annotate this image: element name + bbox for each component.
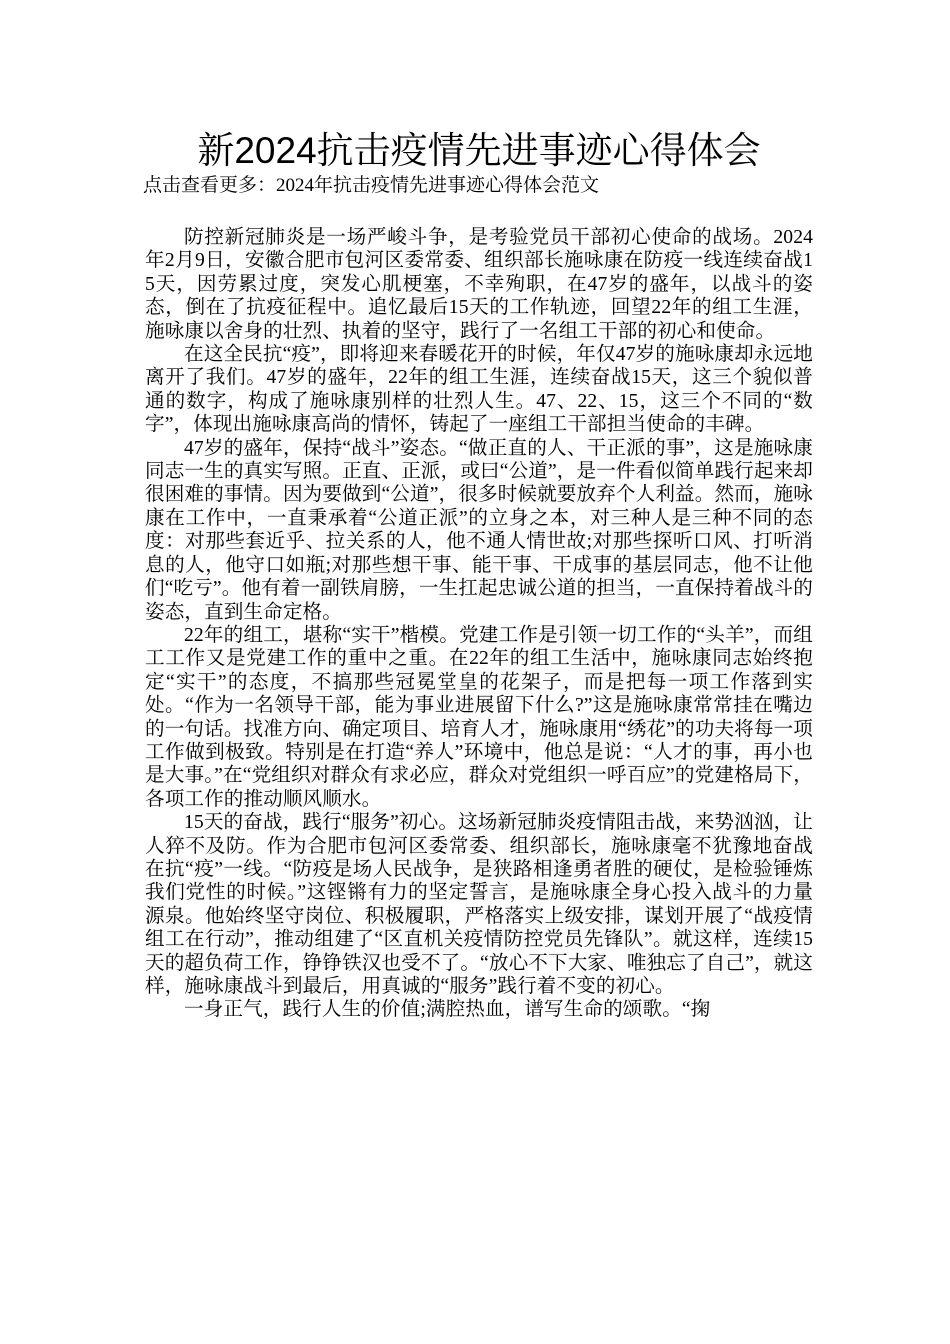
document-title: 新2024抗击疫情先进事迹心得体会 — [197, 130, 761, 171]
more-link[interactable]: 点击查看更多：2024年抗击疫情先进事迹心得体会范文 — [143, 175, 600, 196]
document-page — [145, 128, 813, 1022]
paragraph-6: 一身正气，践行人生的价值;满腔热血，谱写生命的颂歌。“掬 — [184, 999, 711, 1021]
document-body — [145, 226, 813, 1022]
paragraph-4: 22年的组工，堪称“实干”楷模。党建工作是引领一切工作的“头羊”，而组工工作又是党建工作的重中之重。在22年的组工生活中，施咏康同志始终抱定“实干”的态度，不搞那些冠冕堂皇的花架子，而是把每一项工作落到实处。“作为一名领导干部，能为事业进展留下什么?”这是施咏康常常挂在嘴边的一句话。找准方向、确定项目、培育人才，施咏康用“绣花”的功夫将每一项工作做到极致。特别是在打造“养人”环境中，他总是说：“人才的事，再小也是大事。”在“党组织对群众有求必应，群众对党组织一呼百应”的党建格局下，各项工作的推动顺风顺水。 — [145, 624, 813, 810]
paragraph-2: 在这全民抗“疫”，即将迎来春暖花开的时候，年仅47岁的施咏康却永远地离开了我们。47岁的盛年，22年的组工生涯，连续奋战15天，这三个貌似普通的数字，构成了施咏康别样的壮烈人生。47、22、15，这三个不同的“数字”，体现出施咏康高尚的情怀，铸起了一座组工干部担当使命的丰碑。 — [145, 344, 813, 436]
paragraph-5: 15天的奋战，践行“服务”初心。这场新冠肺炎疫情阻击战，来势汹汹，让人猝不及防。作为合肥市包河区委常委、组织部长，施咏康毫不犹豫地奋战在抗“疫”一线。“防疫是场人民战争，是狭路相逢勇者胜的硬仗，是检验锤炼我们党性的时候。”这铿锵有力的坚定誓言，是施咏康全身心投入战斗的力量源泉。他始终坚守岗位、积极履职，严格落实上级安排，谋划开展了“战疫情组工在行动”，推动组建了“区直机关疫情防控党员先锋队”。就这样，连续15天的超负荷工作，铮铮铁汉也受不了。“放心不下大家、唯独忘了自己”，就这样，施咏康战斗到最后，用真诚的“服务”践行着不变的初心。 — [145, 812, 813, 997]
paragraph-1: 防控新冠肺炎是一场严峻斗争，是考验党员干部初心使命的战场。2024年2月9日，安徽合肥市包河区委常委、组织部长施咏康在防疫一线连续奋战15天，因劳累过度，突发心肌梗塞，不幸殉职，在47岁的盛年，以战斗的姿态，倒在了抗疫征程中。追忆最后15天的工作轨迹，回望22年的组工生涯，施咏康以舍身的壮烈、执着的坚守，践行了一名组工干部的初心和使命。 — [145, 227, 813, 342]
paragraph-3: 47岁的盛年，保持“战斗”姿态。“做正直的人、干正派的事”，这是施咏康同志一生的真实写照。正直、正派，或曰“公道”，是一件看似简单践行起来却很困难的事情。因为要做到“公道”，很多时候就要放弃个人利益。然而，施咏康在工作中，一直秉承着“公道正派”的立身之本，对三种人是三种不同的态度：对那些套近乎、拉关系的人，他不通人情世故;对那些探听口风、打听消息的人，他守口如瓶;对那些想干事、能干事、干成事的基层同志，他不让他们“吃亏”。他有着一副铁肩膀，一生扛起忠诚公道的担当，一直保持着战斗的姿态，直到生命定格。 — [145, 437, 813, 623]
